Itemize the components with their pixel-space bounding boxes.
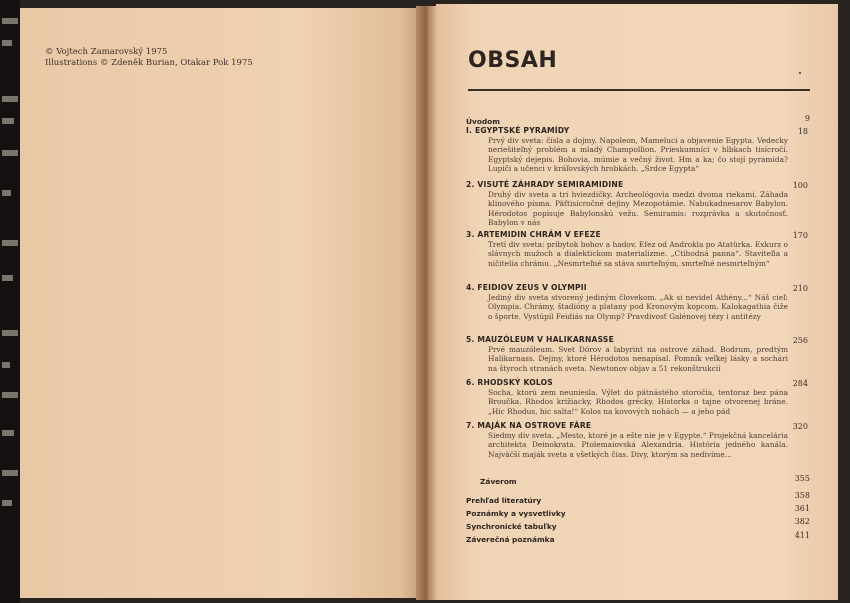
toc-chapter-heading: 6. RHODSKÝ KOLOS [466, 378, 553, 387]
toc-page-number: 382 [794, 517, 810, 526]
toc-chapter-description: Siedmy div sveta. „Mesto, ktoré je a ešte nie je v Egypte.“ Projekčná kancelária architekta Deinokrata. Ptolemaiovská Alexandria. História jedného kanála. Najväčší maják sveta a všetkých čias. Divy, ktorým sa nedivíme... [488, 431, 788, 459]
toc-chapter-description: Jediný div sveta stvorený jediným človekom. „Ak si nevidel Athény...“ Náš cieľ: Olympia. Chrámy, štadióny a platany pod Kronovým kopcom. Kalokagathia čiže o športe. Vystúpil Feidiás na Olymp? Pravdivosť Galénovej tézy i antitézy [488, 293, 788, 321]
toc-chapter-7 [466, 421, 812, 459]
left-page [20, 8, 420, 598]
toc-chapter-description: Prvý div sveta: čísla a dojmy. Napoleon, Mameluci a objavenie Egypta. Vedecky neriešiteľný problém a mladý Champollion. Prieskumníci v hlbkach tisícročí. Egyptský dejepis. Bohovia, múmie a večný život. Hm a ka; čo stojí pyramída? Lupiči a učenci v kráľovských hrobkách. „Srdce Egypta“ [488, 136, 788, 173]
toc-page-number: 256 [792, 336, 808, 345]
toc-chapter-heading: I. EGYPTSKÉ PYRAMÍDY [466, 126, 570, 135]
toc-entry-label: Poznámky a vysvetlivky [466, 509, 566, 518]
toc-appendix-final-note [466, 527, 812, 546]
toc-entry-closing [480, 469, 812, 488]
toc-page-number: 411 [794, 531, 810, 540]
toc-page-number: 9 [804, 114, 810, 123]
toc-chapter-heading: 5. MAUZÓLEUM V HALIKARNASSE [466, 335, 614, 344]
copyright-line-illustrations: Illustrations © Zdeněk Burian, Otakar Pok 1975 [45, 58, 253, 68]
toc-chapter-description: Tretí div sveta: príbytok bohov a hadov. Efez od Androkla po Atatürka. Exkurz o slávnych mužoch a dialektickom materializme. „Ctihodná panna“. Staviteľia a ničitelia chrámu. „Nesmrteľné sa stáva smrteľným, smrteľné nesmrteľným“ [488, 240, 788, 268]
toc-page-number: 355 [794, 474, 810, 483]
toc-page-number: 320 [792, 422, 808, 431]
toc-entry-label: Záverečná poznámka [466, 535, 555, 544]
toc-chapter-heading: 3. ARTEMIDIN CHRÁM V EFEZE [466, 230, 601, 239]
toc-chapter-description: Druhý div sveta a tri hviezdičky. Archeológovia medzi dvoma riekami. Záhada klinového písma. Päťtisícročné dejiny Mezopotámie. Nabukadnesarov Babylon. Hérodotos popisuje Babylonskú vežu. Semiramis: rozprávka a skutočnosť. Babylon v nás [488, 190, 788, 227]
toc-page-number: 170 [792, 231, 808, 240]
toc-chapter-heading: 4. FEIDIOV ZEUS V OLYMPII [466, 283, 587, 292]
toc-chapter-heading: 2. VISUTÉ ZÁHRADY SEMIRAMIDINE [466, 180, 624, 189]
toc-chapter-heading: 7. MAJÁK NA OSTROVE FÁRE [466, 421, 592, 430]
toc-chapter-4 [466, 283, 812, 321]
toc-page-number: 361 [794, 504, 810, 513]
toc-chapter-5 [466, 335, 812, 373]
toc-page-number: 100 [792, 181, 808, 190]
toc-page-number: 18 [797, 127, 808, 136]
toc-chapter-description: Socha, ktorú zem neuniesla. Výlet do pätnástého storočia, tentoraz bez pána Broučka. Rhodos križiacky, Rhodos grécky. Historka o tajne otvorenej bráne. „Hic Rhodus, hic salta!“ Kolos na kovových nohách — a jeho pád [488, 388, 788, 416]
toc-entry-label: Úvodom [466, 117, 500, 126]
toc-entry-label: Synchronické tabuľky [466, 522, 557, 531]
toc-chapter-6 [466, 378, 812, 416]
toc-chapter-3 [466, 230, 812, 268]
toc-entry-label: Prehľad literatúry [466, 496, 542, 505]
toc-chapter-description: Prvé mauzóleum. Svet Dórov a labyrint na ostrove záhad. Bodrum, predtým Halikarnass. Dejiny, ktoré Hérodotos nenapísal. Pomník veľkej lásky a sochári na štyroch stranách sveta. Newtonov objav a 51 rekonštrukcií [488, 345, 788, 373]
title-rule [468, 89, 810, 91]
page-title: OBSAH [468, 48, 558, 73]
book-gutter [416, 6, 438, 600]
copyright-notice [45, 47, 253, 69]
toc-page-number: 210 [792, 284, 808, 293]
toc-page-number: 284 [792, 379, 808, 388]
copyright-line-author: © Vojtech Zamarovský 1975 [45, 47, 168, 57]
toc-chapter-1 [466, 126, 812, 173]
toc-page-number: 358 [794, 491, 810, 500]
dust-jacket-edge [0, 0, 20, 603]
toc-chapter-2 [466, 180, 812, 227]
toc-entry-label: Záverom [480, 477, 517, 486]
